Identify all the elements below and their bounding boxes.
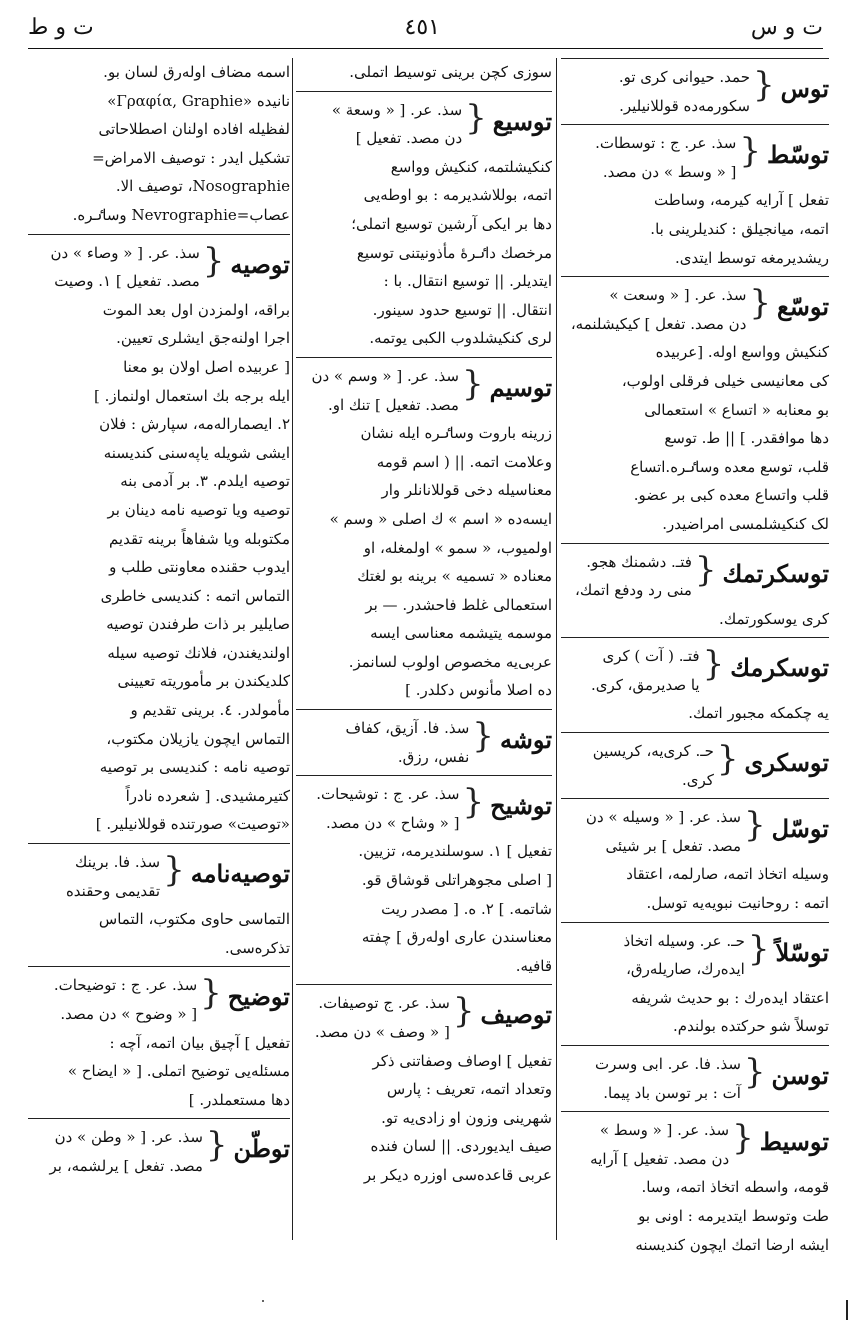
definition-line: اجرا اولنه‌جق ایشلری تعیین.: [116, 329, 290, 348]
entry-headword: توطّن: [233, 1134, 290, 1164]
definition-line: دها مستعملدر. ]: [188, 1090, 290, 1109]
definition-line: تفعل ] آرایه کیرمه، وساطت: [654, 191, 829, 210]
column-divider-left: [292, 58, 293, 1240]
definition-line: یا صدیرمق، کری.: [590, 675, 700, 694]
definition-line: [ عربیده اصل اولان بو معنا: [123, 357, 290, 376]
dictionary-entry: [561, 637, 829, 728]
definition-line: قافیه.: [515, 956, 552, 975]
definition-line: [ « وصف » دن مصد.: [314, 1023, 450, 1041]
entry-brace: {: [163, 850, 185, 891]
dictionary-entry: [28, 843, 290, 962]
header-right-letters: ت و س: [750, 14, 823, 40]
definition-line: کری.: [681, 770, 714, 789]
entry-headword: توسّلاً: [775, 937, 829, 967]
definition-line: کی معانیسی خیلی فرقلی اولوب،: [621, 371, 829, 390]
definition-line: سذ. عر. ج : توضیحات.: [53, 976, 198, 995]
entry-headword: توسّل: [771, 814, 829, 844]
dictionary-entry: [28, 234, 290, 839]
dictionary-entry: [296, 984, 552, 1189]
entry-definition: [28, 239, 290, 839]
margin-mark: [846, 1300, 848, 1320]
definition-line: سذ. فا. برینك: [75, 853, 161, 872]
definition-line: فتـ. دشمنك هجو.: [586, 552, 692, 571]
definition-line: ایده‌رك، صاریله‌رق،: [626, 960, 745, 979]
definition-line: استعمالی غلط فاحشدر. — بر: [365, 595, 552, 614]
dictionary-entry: [296, 91, 552, 353]
definition-line: مصد. تفعیل ] تنك او.: [327, 395, 459, 414]
page-number: ٤٥١: [404, 14, 440, 40]
entry-headword: توسّع: [777, 292, 829, 322]
definition-line: اتمه، میانجیلق : کندیلرینی با.: [650, 219, 829, 238]
right-column: [561, 58, 829, 1254]
definition-line: فتـ. ( آت ) کری: [602, 647, 700, 666]
dictionary-entry: [561, 276, 829, 538]
definition-line: دن مصد. تفعل ] کیکیشلنمه،: [570, 314, 747, 333]
definition-line: اتمه، بوللاشدیرمه : بو اوطه‌یی: [363, 186, 552, 205]
definition-line: ده اصلا مأنوس دکلدر. ]: [405, 681, 552, 700]
definition-line: مصد. تفعل ] یرلشمه، بر: [49, 1156, 203, 1175]
middle-column: [296, 58, 552, 1240]
definition-line: سوزی کچن برینی توسیط اتملی.: [349, 63, 552, 81]
definition-line: ایدوب حقنده معاونتی طلب و: [109, 558, 290, 577]
definition-line: تقدیمی وحقنده: [65, 881, 161, 900]
entry-definition: [28, 58, 290, 230]
dictionary-entry: [561, 543, 829, 634]
print-speck: [262, 1300, 264, 1302]
definition-line: اسمه مضاف اوله‌رق لسان بو.: [103, 63, 290, 81]
definition-line: توسلاً شو حرکتده بولندم.: [673, 1017, 829, 1036]
definition-line: لری کنکیشلدوب الکبی یوتمه.: [369, 329, 552, 348]
definition-line: معناده « تسمیه » برینه بو لغتك: [357, 567, 552, 586]
running-header: [28, 10, 823, 44]
definition-line: سذ. عر. [ « وسعت »: [609, 286, 747, 305]
definition-line: سذ. عر. ج : توسطات.: [595, 134, 737, 153]
definition-line: شاتمه. ] ٢. ه. [ مصدر ریت: [381, 899, 552, 918]
dictionary-entry: [296, 709, 552, 771]
definition-line: لفظیله افاده اولنان اصطلاحاتی: [98, 120, 290, 139]
definition-line: اولمیوب، « سمو » اولمغله، او: [363, 538, 552, 557]
definition-line: مصد. تفعل ] بر شیئی: [605, 836, 741, 855]
definition-line: ٢. ایصماراله‌مه، سپارش : فلان: [99, 415, 290, 434]
definition-line: دها بر ایکی آرشین توسیع اتملی؛: [351, 214, 552, 233]
definition-line: کنکیشلتمه، کنکیش وواسع: [390, 157, 552, 176]
definition-line: توصیه نامه : کندیسی بر توصیه: [99, 758, 290, 777]
definition-line: ایله برجه بك استعمال اولنماز. ]: [93, 386, 290, 405]
definition-line: یه چکمکه مجبور اتمك.: [688, 704, 829, 723]
entry-brace: {: [200, 973, 222, 1014]
definition-line: سذ. عر. [ « وصاء » دن: [50, 243, 200, 262]
definition-line: سذ. فا. عر. ابی وسرت: [595, 1055, 741, 1073]
definition-line: مصد. تفعیل ] ١. وصیت: [54, 272, 200, 291]
entry-brace: {: [716, 739, 739, 780]
definition-line: ایتدیلر. || توسیع انتقال. با :: [383, 272, 552, 291]
entry-brace: {: [205, 1125, 228, 1166]
definition-line: تشکیل ایدر : توصیف الامراض=: [92, 148, 290, 167]
entry-brace: {: [752, 65, 775, 105]
definition-line: آت : بر توسن باد پیما.: [603, 1083, 741, 1102]
definition-line: Nosographie، توصیف الا.: [115, 177, 290, 196]
entry-brace: {: [472, 716, 494, 757]
definition-line: صایلیر بر ذات طرفندن توصیه: [106, 615, 290, 634]
definition-line: قلب، توسع معده وساٸره.اتساع: [630, 457, 829, 476]
definition-line: شهرینی وزون او زادی‌یه تو.: [381, 1108, 552, 1127]
entry-brace: {: [452, 991, 475, 1032]
definition-line: تفعیل ] ١. سوسلندیرمه، تزیین.: [358, 842, 552, 861]
definition-line: کتیرمشیدی. [ شعرده نادراً: [125, 786, 290, 805]
entry-headword: توسّط: [767, 140, 829, 170]
entry-definition: [296, 362, 552, 705]
entry-brace: {: [702, 644, 725, 685]
definition-line: ایسه‌ده « اسم » ك اصلی « وسم »: [329, 509, 552, 528]
entry-headword: توصیه: [230, 249, 290, 279]
definition-line: توصیه ایلدم. ٣. بر آدمی بنه: [120, 472, 290, 491]
definition-line: التماس اتمه : کندیسی خاطری: [100, 586, 290, 605]
definition-line: موسمه یتیشمه معناسی ایسه: [370, 624, 552, 643]
definition-line: قلب واتساع معده کبی بر عضو.: [633, 486, 829, 505]
entry-brace: {: [694, 549, 717, 590]
definition-line: دن مصد. تفعیل ] آرایه: [590, 1149, 730, 1168]
definition-line: کنکیش وواسع اوله. [عربیده: [655, 343, 829, 362]
definition-line: سکورمه‌ده قوللانیلیر.: [619, 96, 750, 115]
entry-headword: توشیح: [490, 791, 552, 821]
definition-line: سذ. عر. [ « وسیله » دن: [585, 808, 741, 827]
dictionary-entry: [28, 1118, 290, 1180]
definition-line: التماسی حاوی مکتوب، التماس: [98, 910, 290, 929]
entry-headword: توسکرتمك: [722, 558, 829, 588]
definition-line: ایشه ارضا اتمك ایچون کندیسنه: [635, 1235, 829, 1254]
definition-line: اعتقاد ایده‌رك : بو حدیث شریفه: [631, 988, 829, 1007]
entry-headword: توشه: [499, 725, 552, 755]
definition-line: عربی قاعده‌سی اوزره دیکر بر: [363, 1165, 552, 1184]
dictionary-entry: [28, 966, 290, 1114]
dictionary-entry: [561, 124, 829, 272]
definition-line: وسیله اتخاذ اتمه، صارلمه، اعتقاد: [626, 865, 829, 884]
dictionary-entry: [28, 58, 290, 230]
header-left-letters: ت و ط: [28, 14, 94, 40]
definition-line: معناسندن عاری اوله‌رق ] چفته: [361, 928, 552, 947]
definition-line: عربی‌یه مخصوص اولوب لسانمز.: [348, 652, 552, 671]
definition-line: قومه، واسطه اتخاذ اتمه، وسا.: [641, 1178, 829, 1197]
dictionary-entry: [561, 1045, 829, 1107]
definition-line: «توصیت» صورتنده قوللانیلیر. ]: [95, 815, 290, 834]
definition-line: نانیده «Γραφία, Graphie»: [107, 91, 290, 110]
definition-line: براقه، اولمزدن اول بعد الموت: [102, 300, 290, 319]
entry-brace: {: [747, 928, 770, 969]
definition-line: [ « وضوح » دن مصد.: [60, 1005, 198, 1023]
definition-line: منی رد ودفع اتمك،: [575, 581, 692, 600]
definition-line: [ « وشاح » دن مصد.: [325, 813, 460, 832]
dictionary-entry: [561, 798, 829, 917]
definition-line: لک کنکیشلمسی امراضیدر.: [662, 514, 829, 533]
definition-line: سذ. عر. [ « وسعة »: [331, 100, 463, 119]
entry-brace: {: [739, 131, 762, 172]
definition-line: دها موافقدر. ] || ط. توسع: [664, 429, 829, 448]
definition-line: حمد. حیوانی کری تو.: [618, 68, 750, 86]
definition-line: نفس، رزق.: [397, 747, 470, 766]
definition-line: صیف ایدیوردی. || لسان فنده: [370, 1137, 552, 1156]
entry-headword: توصیف: [480, 1000, 552, 1030]
dictionary-entry: [561, 922, 829, 1041]
entry-brace: {: [743, 1052, 766, 1092]
definition-line: سذ. عر. ج توصیفات.: [318, 994, 450, 1013]
dictionary-entry: [561, 1111, 829, 1259]
entry-brace: {: [732, 1118, 754, 1159]
entry-headword: توسیم: [489, 372, 552, 402]
column-divider-right: [556, 58, 557, 1240]
definition-line: مکتوبله ویا شفاهاً برینه تقدیم: [108, 529, 290, 548]
entry-headword: توس: [780, 74, 829, 103]
entry-brace: {: [743, 805, 766, 846]
definition-line: انتقال. || توسیع حدود سینور.: [372, 300, 552, 319]
definition-line: التماس ایچون یازیلان مکتوب،: [106, 729, 290, 748]
definition-line: کری یوسکورتمك.: [719, 609, 829, 628]
entry-brace: {: [465, 97, 487, 138]
definition-line: طت وتوسط ایتدیرمه : اونی بو: [638, 1206, 829, 1225]
definition-line: اتمه : روحانیت نبویه‌یه توسل.: [646, 894, 829, 913]
definition-line: [ « وسط » دن مصد.: [602, 162, 737, 181]
definition-line: معناسیله دخی قوللانانلر وار: [381, 481, 552, 500]
definition-line: وعلامت اتمه. || ( اسم قومه: [376, 452, 552, 471]
dictionary-entry: [296, 58, 552, 87]
left-column: [28, 58, 290, 1240]
definition-line: توصیه ویا توصیه نامه دینان بر: [107, 500, 290, 519]
definition-line: سذ. عر. [ « وسم » دن: [311, 366, 459, 385]
definition-line: وتعداد اتمه، تعریف : پارس: [386, 1080, 552, 1099]
definition-line: زرینه باروت وساٸره ایله نشان: [360, 424, 552, 443]
definition-line: حـ. عر. وسیله اتخاذ: [623, 931, 745, 950]
header-rule: [28, 48, 823, 49]
definition-line: تفعیل ] آچیق بیان اتمه، آچه :: [109, 1033, 290, 1052]
entry-brace: {: [202, 240, 225, 281]
definition-line: [ اصلی مجوهراتلی قوشاق قو.: [361, 871, 552, 890]
definition-line: ایشی شویله یاپه‌سنی کندیسنه: [103, 443, 290, 462]
definition-line: بو معنابه « اتساع » استعمالی: [644, 400, 829, 419]
definition-line: تفعیل ] اوصاف وصفاتنی ذکر: [372, 1051, 552, 1070]
entry-brace: {: [462, 782, 485, 823]
definition-line: دن مصد. تفعیل ]: [355, 129, 463, 148]
entry-headword: توضیح: [227, 982, 290, 1012]
definition-line: مسئله‌یی توضیح اتملی. [ « ایضاح »: [67, 1062, 290, 1081]
entry-definition: [296, 58, 552, 87]
definition-line: سذ. عر. [ « وسط »: [599, 1121, 730, 1140]
entry-brace: {: [461, 363, 484, 404]
definition-line: مرخصك داٸرهٔ مأذونیتنی توسیع: [356, 243, 552, 262]
entry-headword: توسیع: [492, 106, 552, 136]
definition-line: سذ. فا. آزیق، کفاف: [345, 719, 470, 738]
definition-line: کلدیکندن بر مأموریته تعیینی: [117, 672, 290, 691]
definition-line: اولندیغندن، فلانك توصیه سیله: [107, 643, 290, 662]
dictionary-entry: [296, 775, 552, 980]
dictionary-entry: [561, 58, 829, 120]
entry-headword: توسیط: [759, 1127, 829, 1157]
dictionary-entry: [561, 732, 829, 794]
entry-brace: {: [749, 283, 772, 324]
entry-headword: توسکری: [744, 748, 829, 778]
dictionary-entry: [296, 357, 552, 705]
definition-line: سذ. عر. ج : توشیحات.: [316, 785, 460, 804]
entry-headword: توصیه‌نامه: [190, 859, 290, 889]
definition-line: سذ. عر. [ « وطن » دن: [54, 1128, 203, 1147]
definition-line: حـ. کری‌یه، کریسین: [592, 742, 714, 761]
definition-line: مأمولدر. ٤. برینی تقدیم و: [130, 701, 290, 720]
definition-line: عصاب=Nevrographie وساٸره.: [72, 205, 290, 224]
definition-line: ریشدیرمغه توسط ایتدی.: [675, 248, 829, 267]
definition-line: تذکره‌سی.: [224, 938, 290, 957]
entry-headword: توسکرمك: [730, 653, 829, 683]
entry-headword: توسن: [771, 1061, 829, 1090]
